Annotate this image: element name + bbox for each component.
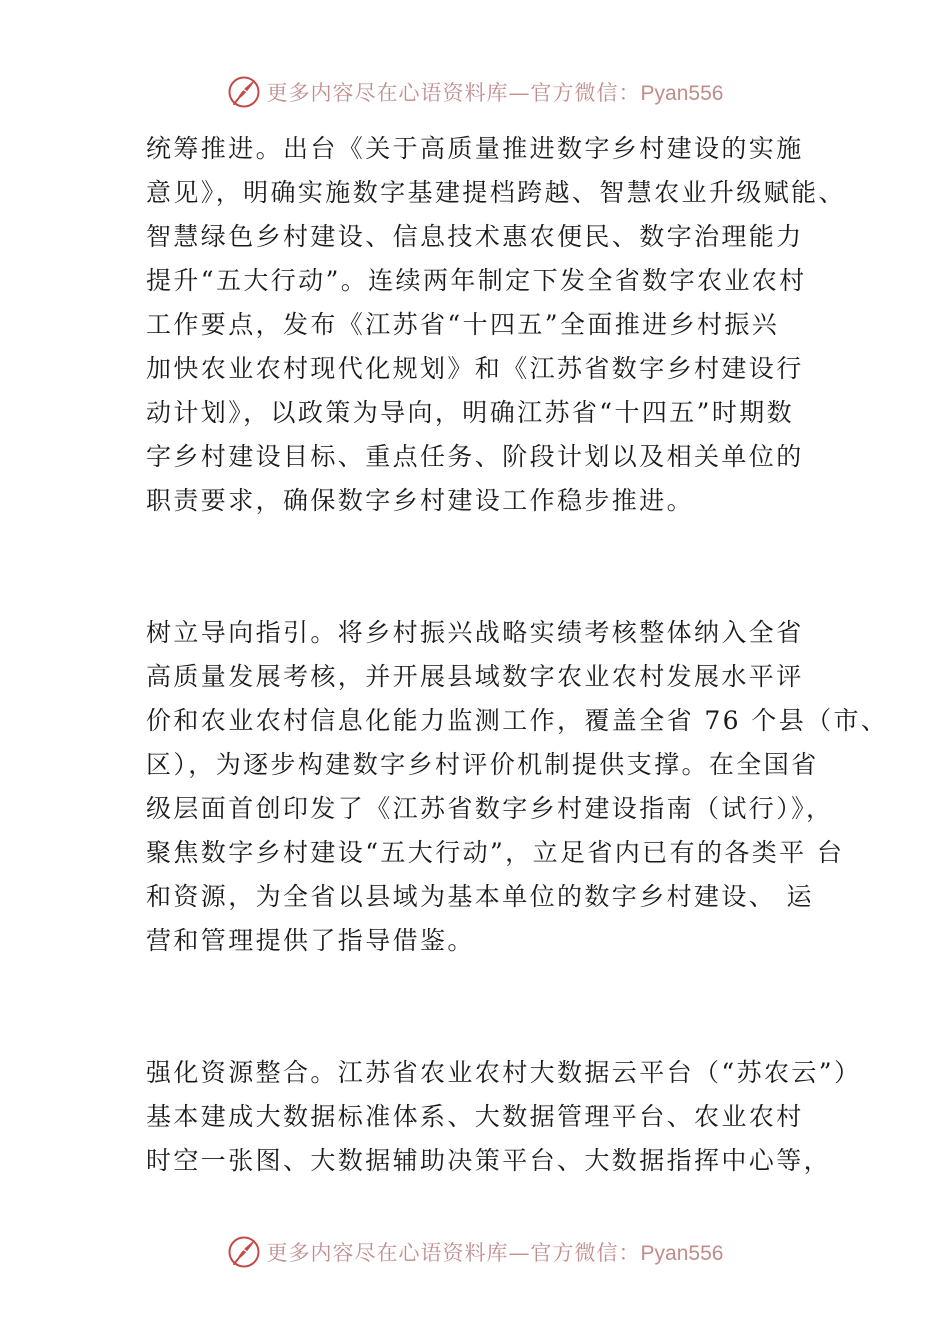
paragraph-coordination [146,127,846,523]
watermark-id: Pyan556 [640,82,724,105]
text-line: 字乡村建设目标、重点任务、阶段计划以及相关单位的 [146,442,804,471]
text-line: 工作要点，发布《江苏省“十四五”全面推进乡村振兴 [146,310,780,339]
text-line: 基本建成大数据标准体系、大数据管理平台、农业农村 [146,1102,804,1131]
text-line: 职责要求，确保数字乡村建设工作稳步推进。 [146,486,695,515]
footer-watermark [0,1232,950,1272]
watermark-id: Pyan556 [640,1242,724,1265]
text-line: 和资源，为全省以县域为基本单位的数字乡村建设、 运 [146,882,814,911]
quill-seal-logo-icon [227,75,261,109]
quill-seal-logo-icon [227,1235,261,1269]
text-line: 加快农业农村现代化规划》和《江苏省数字乡村建设行 [146,354,804,383]
watermark-text [267,77,724,107]
text-line: 营和管理提供了指导借鉴。 [146,926,475,955]
text-line: 级层面首创印发了《江苏省数字乡村建设指南（试行）》， [146,794,834,823]
text-line: 意见》，明确实施数字基建提档跨越、智慧农业升级赋能、 [146,178,846,207]
text-line: 提升“五大行动”。连续两年制定下发全省数字农业农村 [146,266,807,295]
text-line: 强化资源整合。江苏省农业农村大数据云平台（“苏农云”） [146,1058,862,1087]
text-line: 统筹推进。出台《关于高质量推进数字乡村建设的实施 [146,134,804,163]
paragraph-resources [146,1051,862,1183]
text-line: 价和农业农村信息化能力监测工作，覆盖全省 76 个县（市、 [146,706,889,735]
text-line: 树立导向指引。将乡村振兴战略实绩考核整体纳入全省 [146,618,804,647]
text-line: 动计划》，以政策为导向，明确江苏省“十四五”时期数 [146,398,795,427]
watermark-text [267,1237,724,1267]
paragraph-guidance [146,611,889,963]
text-line: 区），为逐步构建数字乡村评价机制提供支撑。在全国省 [146,750,819,779]
paragraph-spacer [146,963,846,1051]
header-watermark [0,72,950,112]
document-body [146,127,889,1183]
watermark-label: 更多内容尽在心语资料库—官方微信： [266,1241,641,1265]
paragraph-spacer [146,523,846,611]
text-line: 聚焦数字乡村建设“五大行动”，立足省内已有的各类平 台 [146,838,845,867]
watermark-label: 更多内容尽在心语资料库—官方微信： [266,81,641,105]
text-line: 时空一张图、大数据辅助决策平台、大数据指挥中心等， [146,1146,832,1175]
text-line: 高质量发展考核，并开展县域数字农业农村发展水平评 [146,662,804,691]
text-line: 智慧绿色乡村建设、信息技术惠农便民、数字治理能力 [146,222,804,251]
